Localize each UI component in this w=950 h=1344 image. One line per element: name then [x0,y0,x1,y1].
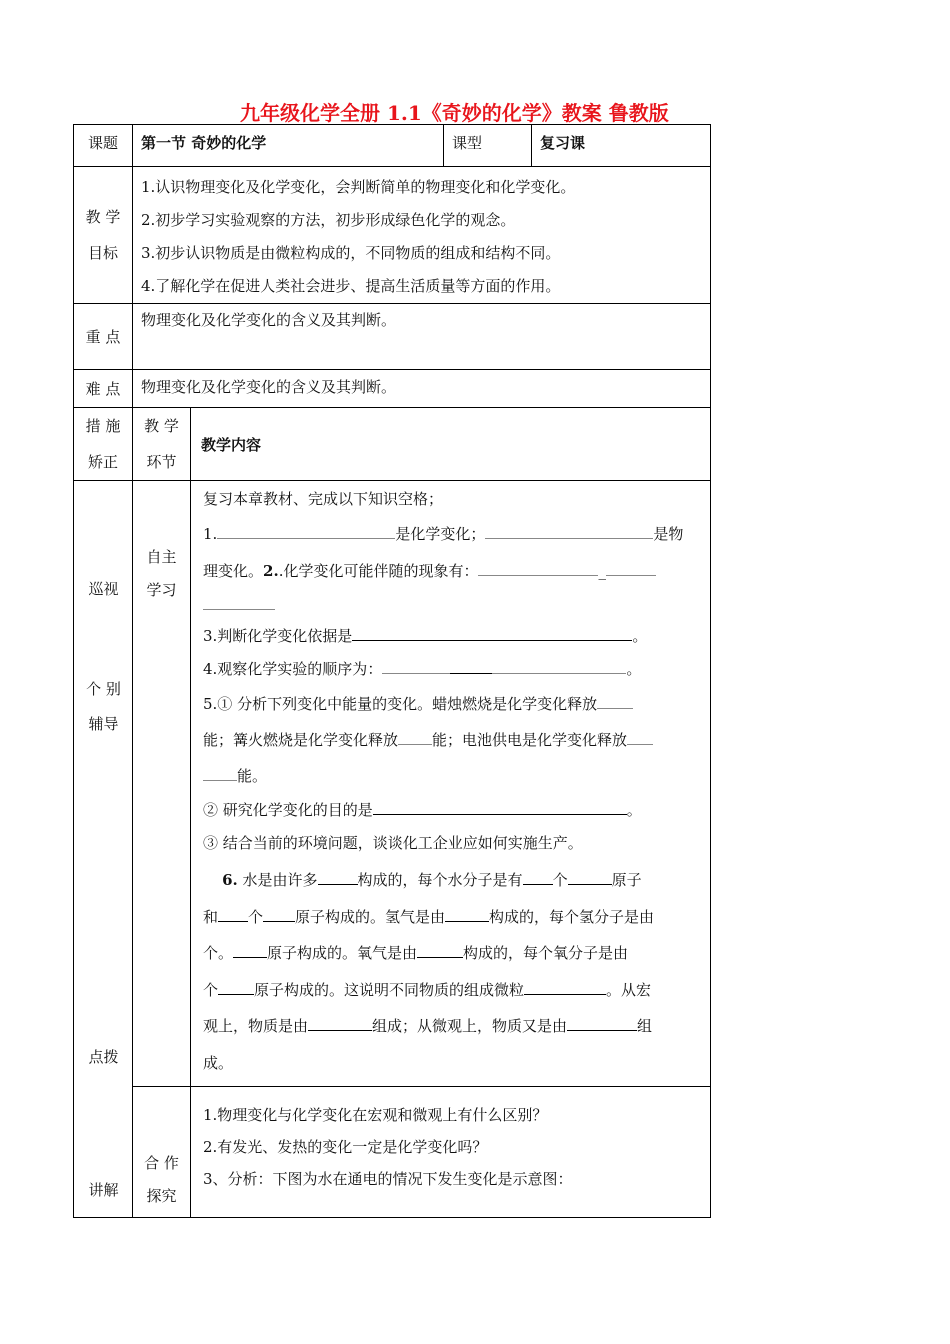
blank [417,939,463,958]
note-tutoring: 辅导 [88,715,119,733]
type-value: 复习课 [532,125,711,167]
blank [352,622,632,641]
blank [233,939,267,958]
note-explain: 讲解 [88,1181,119,1199]
sub-header-row [74,408,711,481]
question-6: 6. 水是由许多 构成的，每个水分子是有 个 原子 和 个 原子构成的。氢气是由 构成的，每个氢分子是由 个。 原子构成的。氧气是由 构成的，每个氧分子是由 个 原子构成的。这说明不同物质的组成微粒 。从宏 观上，物质是由 组成；从微观上，物质又是由 组 成。 [191,860,710,1081]
coop-content [191,1087,711,1218]
goal-item: 3.初步认识物质是由微粒构成的，不同物质的组成和结构不同。 [141,244,561,262]
difficulty-label: 难 点 [74,370,133,408]
coop-item: 2.有发光、发热的变化一定是化学变化吗？ [203,1138,488,1156]
topic-value: 第一节 奇妙的化学 [133,125,444,167]
blank [478,557,598,576]
goal-item: 4.了解化学在促进人类社会进步、提高生活质量等方面的作用。 [141,277,561,295]
blank [382,655,450,674]
note-individual: 个 别 [86,680,121,698]
blank [263,903,295,922]
difficulty-row [74,370,711,408]
coop-row [74,1087,711,1218]
goals-content [133,167,711,304]
goal-item: 1.认识物理变化及化学变化，会判断简单的物理变化和化学变化。 [141,178,576,196]
goal-item: 2.初步学习实验观察的方法，初步形成绿色化学的观念。 [141,211,516,229]
blank [217,520,395,539]
blank [568,866,612,885]
blank [218,976,254,995]
coop-label: 合 作 探究 [133,1087,191,1218]
self-study-row [74,481,711,1087]
blank [627,726,653,745]
question-2: 理变化。2..化学变化可能伴随的现象有： _ [191,552,710,590]
question-3: 3.判断化学变化依据是 。 [191,620,710,653]
blank [318,866,358,885]
blank [492,655,626,674]
blank [398,726,432,745]
blank [373,796,627,815]
blank [308,1012,372,1031]
self-study-label: 自主 学习 [133,481,191,1087]
blank [450,655,492,674]
blank [597,690,633,709]
coop-item: 3、分析：下图为水在通电的情况下发生变化是示意图： [203,1170,573,1188]
note-patrol: 巡视 [88,580,119,598]
stage-label: 教 学 环节 [133,408,191,481]
content-header: 教学内容 [191,408,711,481]
self-study-content [191,481,711,1087]
blank [218,903,248,922]
measures-label: 措 施 矫正 [74,408,133,481]
blank [524,976,606,995]
blank [445,903,489,922]
difficulty-text: 物理变化及化学变化的含义及其判断。 [133,370,711,408]
blank [485,520,653,539]
blank [567,1012,637,1031]
question-4: 4.观察化学实验的顺序为： 。 [191,653,710,686]
question-5: 5.① 分析下列变化中能量的变化。蜡烛燃烧是化学变化释放 能；篝火燃烧是化学变化释放 能；电池供电是化学变化释放 能。 [191,686,710,794]
question-2-cont [191,590,710,620]
goals-row [74,167,711,304]
type-label: 课型 [444,125,532,167]
blank [203,591,275,610]
blank [523,866,553,885]
key-point-text: 物理变化及化学变化的含义及其判断。 [133,304,711,370]
question-1: 1. 是化学变化； 是物 [191,516,710,552]
goals-label: 教 学 目标 [74,167,133,304]
key-point-label: 重 点 [74,304,133,370]
intro-text: 复习本章教材、完成以下知识空格； [203,490,444,508]
question-5-2: ② 研究化学变化的目的是 。 [191,794,710,827]
blank [203,762,237,781]
coop-item: 1.物理变化与化学变化在宏观和微观上有什么区别？ [203,1106,548,1124]
key-point-row [74,304,711,370]
topic-row [74,125,711,167]
document-title: 九年级化学全册 1.1《奇妙的化学》教案 鲁教版 [240,101,669,125]
topic-label: 课题 [74,125,133,167]
note-guide: 点拨 [88,1048,119,1066]
lesson-plan-table [73,124,711,1218]
question-5-3: ③ 结合当前的环境问题，谈谈化工企业应如何实施生产。 [203,834,583,852]
left-notes [74,481,133,1218]
blank [606,557,656,576]
